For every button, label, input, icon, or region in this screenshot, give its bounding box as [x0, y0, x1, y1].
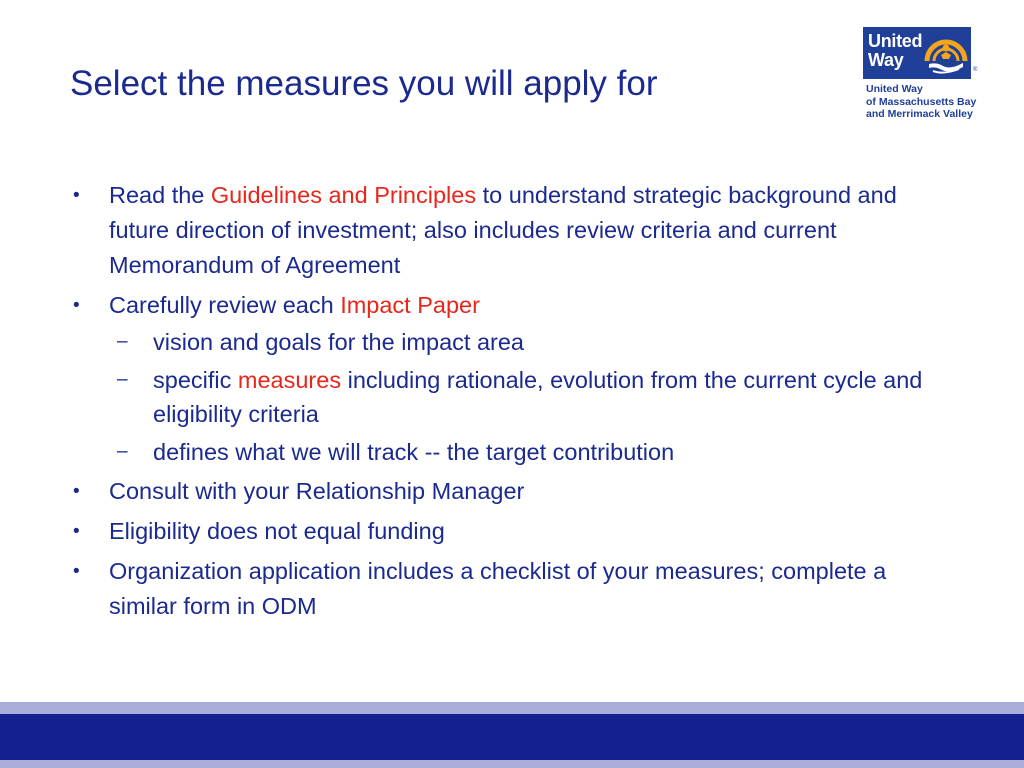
bullet-item: [70, 514, 950, 549]
bullet-marker: •: [73, 561, 80, 582]
sub-text: specific: [153, 367, 238, 393]
bullet-item: [70, 474, 950, 509]
sub-marker: –: [117, 331, 128, 352]
logo-line-way: Way: [868, 50, 904, 70]
bullet-marker: •: [73, 521, 80, 542]
sub-marker: –: [117, 441, 128, 462]
sub-text: defines what we will track -- the target contribution: [153, 439, 675, 465]
guidelines-highlight: Guidelines and Principles: [210, 182, 477, 208]
logo-subtitle-line: of Massachusetts Bay: [866, 95, 977, 108]
sub-text: including rationale, evolution from the current cycle and eligibility criteria: [153, 367, 923, 427]
bullet-marker: •: [73, 481, 80, 502]
footer-stripe-light: [0, 702, 1024, 714]
bullet-text: Eligibility does not equal funding: [109, 518, 445, 544]
bullet-text: Consult with your Relationship Manager: [109, 478, 525, 504]
bullet-item: [70, 288, 950, 469]
footer-band: [0, 714, 1024, 760]
footer-stripe-bottom: [0, 760, 1024, 768]
logo-badge: [863, 27, 971, 79]
sub-item: [109, 435, 950, 469]
sub-item: [109, 363, 950, 431]
bullet-item: [70, 554, 950, 624]
trademark-symbol: ®: [973, 67, 978, 73]
bullet-list: [70, 178, 950, 629]
sub-item: [109, 325, 950, 359]
bullet-text: Carefully review each: [109, 292, 341, 318]
sub-text: vision and goals for the impact area: [153, 329, 524, 355]
bullet-marker: •: [73, 185, 80, 206]
slide-title: Select the measures you will apply for: [70, 64, 658, 103]
logo-subtitle-line: United Way: [866, 83, 923, 95]
helping-hand-icon: [923, 31, 969, 77]
bullet-text: Read the: [109, 182, 211, 208]
bullet-marker: •: [73, 295, 80, 316]
logo-subtitle: [866, 83, 976, 121]
bullet-text: to understand strategic background and future direction of investment; also includes review criteria and current Memorandum of Agreement: [109, 182, 897, 278]
sub-list: [109, 325, 950, 469]
logo-line-united: United: [868, 31, 923, 51]
sub-marker: –: [117, 369, 128, 390]
united-way-logo: [863, 27, 1003, 137]
measures-highlight: measures: [237, 367, 342, 393]
impact-paper-highlight: Impact Paper: [340, 292, 480, 318]
bullet-item: [70, 178, 950, 283]
logo-subtitle-line: and Merrimack Valley: [866, 108, 973, 120]
bullet-text: Organization application includes a checklist of your measures; complete a similar form in ODM: [109, 558, 887, 619]
logo-wordmark: [868, 32, 922, 70]
